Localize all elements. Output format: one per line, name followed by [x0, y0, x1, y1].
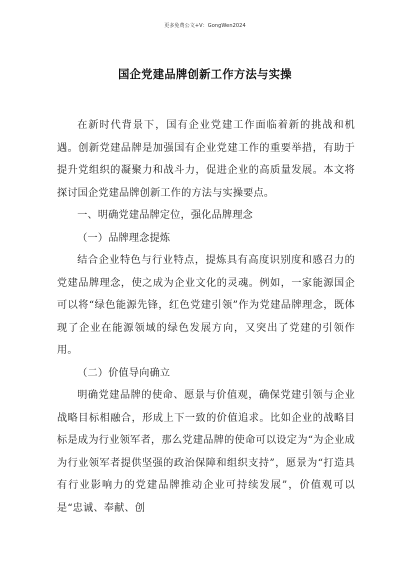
intro-paragraph: 在新时代背景下，国有企业党建工作面临着新的挑战和机遇。创新党建品牌是加强国有企业党建工作的重要举措，有助于提升党组织的凝聚力和战斗力，促进企业的高质量发展。本文将探讨国企党建品牌创新工作的方法与实操要点。: [57, 120, 355, 199]
subsection-heading-1: （一）品牌理念提炼: [77, 232, 171, 244]
section-heading-1: 一、明确党建品牌定位，强化品牌理念: [77, 210, 254, 221]
body-paragraph-2: 明确党建品牌的使命、愿景与价值观，确保党建引领与企业战略目标相融合，形成上下一致的价值追求。比如企业的战略目标是成为行业领军者，那么党建品牌的使命可以设定为“为企业成为行业领军者提供坚强的政治保障和组织支持”，愿景为“打造具有行业影响力的党建品牌推动企业可持续发展”，价值观可以是“忠诚、奉献、创: [57, 390, 355, 514]
document-body: [57, 115, 355, 520]
document-title: 国企党建品牌创新工作方法与实操: [118, 68, 292, 81]
header-note: 更多免费公文+V：GongWen2024: [164, 23, 246, 29]
subsection-heading-2: （二）价值导向确立: [77, 367, 171, 379]
body-paragraph-1: 结合企业特色与行业特点，提炼具有高度识别度和感召力的党建品牌理念，使之成为企业文化的灵魂。例如，一家能源国企可以将“绿色能源先锋，红色党建引领”作为党建品牌理念，既体现了企业在能源领域的绿色发展方向，又突出了党建的引领作用。: [57, 255, 355, 356]
